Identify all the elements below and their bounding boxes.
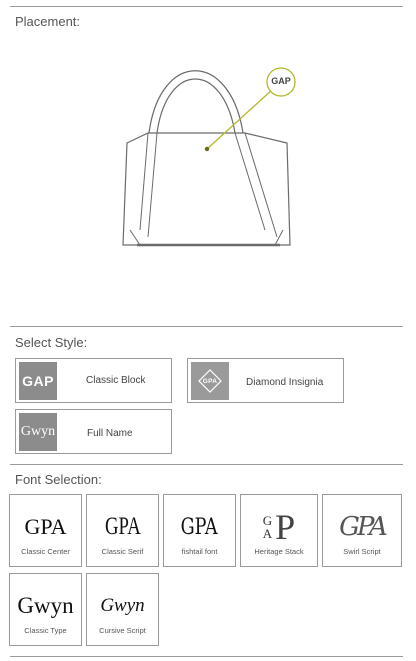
placement-tag-text: GAP [271, 76, 291, 86]
select-style-divider [10, 464, 403, 465]
font-option-heritage-stack[interactable] [240, 494, 318, 567]
diamond-insignia-label: Diamond Insignia [246, 377, 324, 388]
classic-type-sample: Gwyn [17, 593, 74, 618]
classic-serif-sample: GPA [104, 513, 141, 540]
heritage-stack-sample-a: A [262, 526, 273, 541]
full-name-thumbnail [19, 413, 57, 451]
classic-type-label: Classic Type [24, 626, 67, 635]
font-option-fishtail-font[interactable] [163, 494, 236, 567]
font-option-classic-serif[interactable] [86, 494, 159, 567]
classic-block-label: Classic Block [86, 375, 146, 386]
heritage-stack-label: Heritage Stack [254, 547, 304, 556]
classic-center-label: Classic Center [21, 547, 70, 556]
style-option-full-name[interactable] [15, 409, 172, 454]
classic-block-thumbnail [19, 362, 57, 400]
fishtail-font-label: fishtail font [181, 547, 218, 556]
swirl-script-sample: GPA [339, 512, 385, 542]
font-option-swirl-script[interactable] [322, 494, 402, 567]
swirl-script-label: Swirl Script [343, 547, 381, 556]
diamond-insignia-thumbnail [191, 362, 229, 400]
font-selection-title: Font Selection: [15, 472, 102, 487]
full-name-label: Full Name [87, 428, 133, 439]
bag-placement-illustration [115, 55, 315, 265]
classic-block-thumb-text: GAP [22, 373, 54, 389]
classic-center-sample: GPA [24, 514, 67, 539]
cursive-script-label: Cursive Script [99, 626, 146, 635]
top-divider [10, 6, 403, 7]
font-option-cursive-script[interactable] [86, 573, 159, 646]
heritage-stack-sample-p: P [275, 507, 296, 547]
bottom-divider [10, 656, 403, 657]
diamond-insignia-thumb-text: GPA [202, 377, 218, 385]
placement-title: Placement: [15, 14, 81, 29]
select-style-title: Select Style: [15, 335, 88, 350]
full-name-thumb-text: Gwyn [20, 424, 56, 439]
classic-serif-label: Classic Serif [101, 547, 144, 556]
font-option-classic-center[interactable] [9, 494, 82, 567]
heritage-stack-sample-g: G [262, 513, 273, 528]
style-option-diamond-insignia[interactable] [187, 358, 344, 403]
font-option-classic-type[interactable] [9, 573, 82, 646]
cursive-script-sample: Gwyn [100, 595, 145, 616]
style-option-classic-block[interactable] [15, 358, 172, 403]
placement-divider [10, 326, 403, 327]
fishtail-font-sample: GPA [181, 514, 218, 540]
